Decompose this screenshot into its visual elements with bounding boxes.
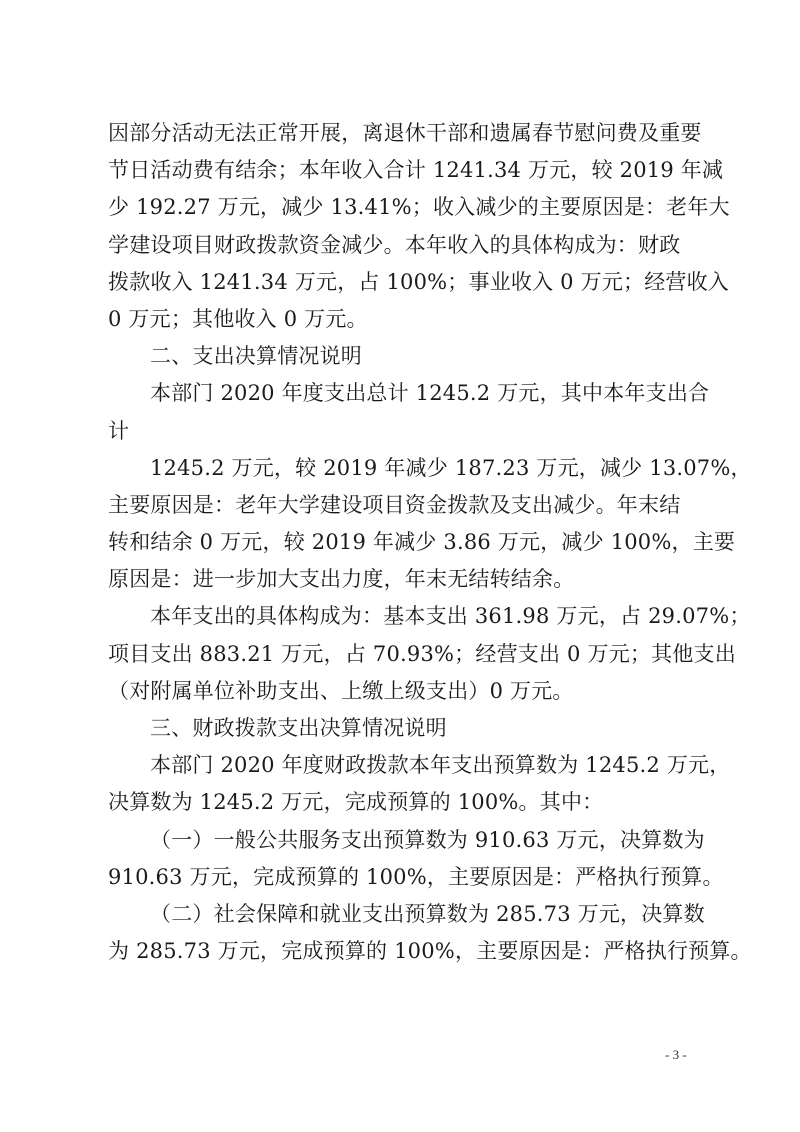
paragraph-line: 主要原因是：老年大学建设项目资金拨款及支出减少。年末结: [108, 492, 681, 517]
paragraph-line: 本部门 2020 年度支出总计 1245.2 万元，其中本年支出合: [150, 381, 710, 406]
paragraph-line: 节日活动费有结余；本年收入合计 1241.34 万元，较 2019 年减: [108, 158, 724, 183]
paragraph-line: （对附属单位补助支出、上缴上级支出）0 万元。: [108, 678, 574, 703]
paragraph-line: 计: [108, 418, 130, 443]
paragraph-line: 少 192.27 万元，减少 13.41%；收入减少的主要原因是：老年大: [108, 195, 730, 220]
paragraph-line: 本年支出的具体构成为：基本支出 361.98 万元，占 29.07%；: [150, 604, 751, 629]
section-heading-fiscal-appropriation: 三、财政拨款支出决算情况说明: [150, 716, 447, 740]
paragraph-line: 转和结余 0 万元，较 2019 年减少 3.86 万元，减少 100%，主要: [108, 530, 736, 555]
section-heading-expenditure: 二、支出决算情况说明: [150, 344, 362, 369]
paragraph-line: 910.63 万元，完成预算的 100%，主要原因是：严格执行预算。: [108, 864, 724, 889]
paragraph-line: （一）一般公共服务支出预算数为 910.63 万元，决算数为: [150, 827, 705, 852]
paragraph-line: 拨款收入 1241.34 万元，占 100%；事业收入 0 万元；经营收入: [108, 269, 730, 294]
paragraph-line: 为 285.73 万元，完成预算的 100%，主要原因是：严格执行预算。: [108, 939, 752, 964]
paragraph-line: 项目支出 883.21 万元，占 70.93%；经营支出 0 万元；其他支出: [108, 641, 736, 666]
paragraph-line: 决算数为 1245.2 万元，完成预算的 100%。其中：: [108, 790, 604, 815]
paragraph-line: （二）社会保障和就业支出预算数为 285.73 万元，决算数: [150, 901, 705, 926]
document-body: [108, 115, 752, 970]
paragraph-line: 1245.2 万元，较 2019 年减少 187.23 万元，减少 13.07%，: [150, 455, 752, 480]
paragraph-line: 学建设项目财政拨款资金减少。本年收入的具体构成为：财政: [108, 232, 681, 257]
paragraph-line: 0 万元；其他收入 0 万元。: [108, 306, 368, 331]
page-number: - 3 -: [665, 1047, 687, 1062]
paragraph-line: 本部门 2020 年度财政拨款本年支出预算数为 1245.2 万元，: [150, 753, 731, 778]
paragraph-line: 因部分活动无法正常开展，离退休干部和遗属春节慰问费及重要: [108, 121, 702, 145]
paragraph-line: 原因是：进一步加大支出力度，年末无结转结余。: [108, 567, 575, 592]
